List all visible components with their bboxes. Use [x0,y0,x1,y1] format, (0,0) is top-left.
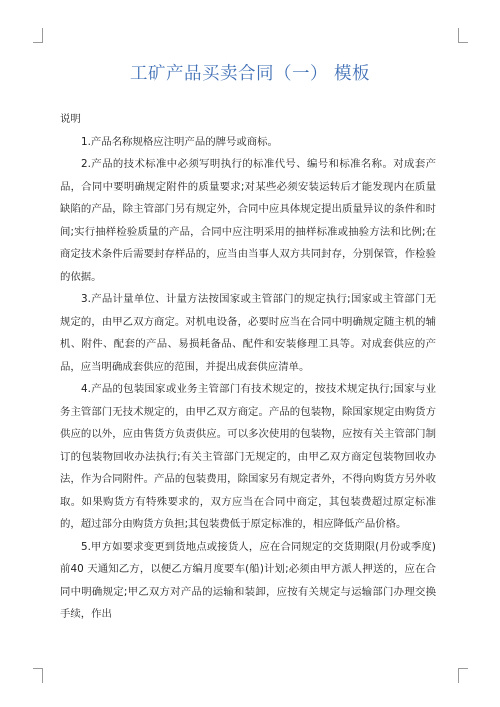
crop-mark-top-right [458,28,468,43]
document-body [60,108,436,626]
crop-mark-bottom-right [458,668,468,683]
paragraph-1: 1.产品名称规格应注明产品的牌号或商标。 [81,135,278,148]
section-heading: 说明 [60,113,81,125]
paragraph-5: 5.甲方如要求变更到货地点或接货人，应在合同规定的交货期限(月份或季度)前40 天通知乙方，以便乙方编月度要车(船)计划;必须由甲方派人押送的，应在合同中明确规定;甲乙双方对产品的运输和装卸，应按有关规定与运输部门办理交换手续，作出 [60,540,436,620]
paragraph-4: 4.产品的包装国家或业务主管部门有技术规定的，按技术规定执行;国家与业务主管部门无技术规定的，由甲乙双方商定。产品的包装物，除国家规定由购货方供应的以外，应由售货方负责供应。可以多次使用的包装物，应按有关主管部门制订的包装物回收办法执行;有关主管部门无规定的，由甲乙双方商定包装物回收办法，作为合同附件。产品的包装费用，除国家另有规定者外，不得向购货方另外收取。如果购货方有特殊要求的，双方应当在合同中商定，其包装费超过原定标准的，超过部分由购货方负担;其包装费低于原定标准的，相应降低产品价格。 [60,383,436,530]
paragraph-2: 2.产品的技术标准中必须写明执行的标准代号、编号和标准名称。对成套产品，合同中要明确规定附件的质量要求;对某些必须安装运转后才能发现内在质量缺陷的产品，除主管部门另有规定外，合同中应具体规定提出质量异议的条件和时间;实行抽样检验质量的产品，合同中应注明采用的抽样标准或抽验方法和比例;在商定技术条件后需要封存样品的，应当由当事人双方共同封存，分别保管，作检验的依据。 [60,158,436,283]
crop-mark-bottom-left [33,668,43,683]
document-title: 工矿产品买卖合同（一） 模板 [129,64,371,84]
crop-mark-top-left [33,28,43,43]
paragraph-3: 3.产品计量单位、计量方法按国家或主管部门的规定执行;国家或主管部门无规定的，由甲乙双方商定。对机电设备，必要时应当在合同中明确规定随主机的辅机、附件、配套的产品、易损耗备品、配件和安装修理工具等。对成套供应的产品，应当明确成套供应的范围，并提出成套供应清单。 [60,293,436,373]
